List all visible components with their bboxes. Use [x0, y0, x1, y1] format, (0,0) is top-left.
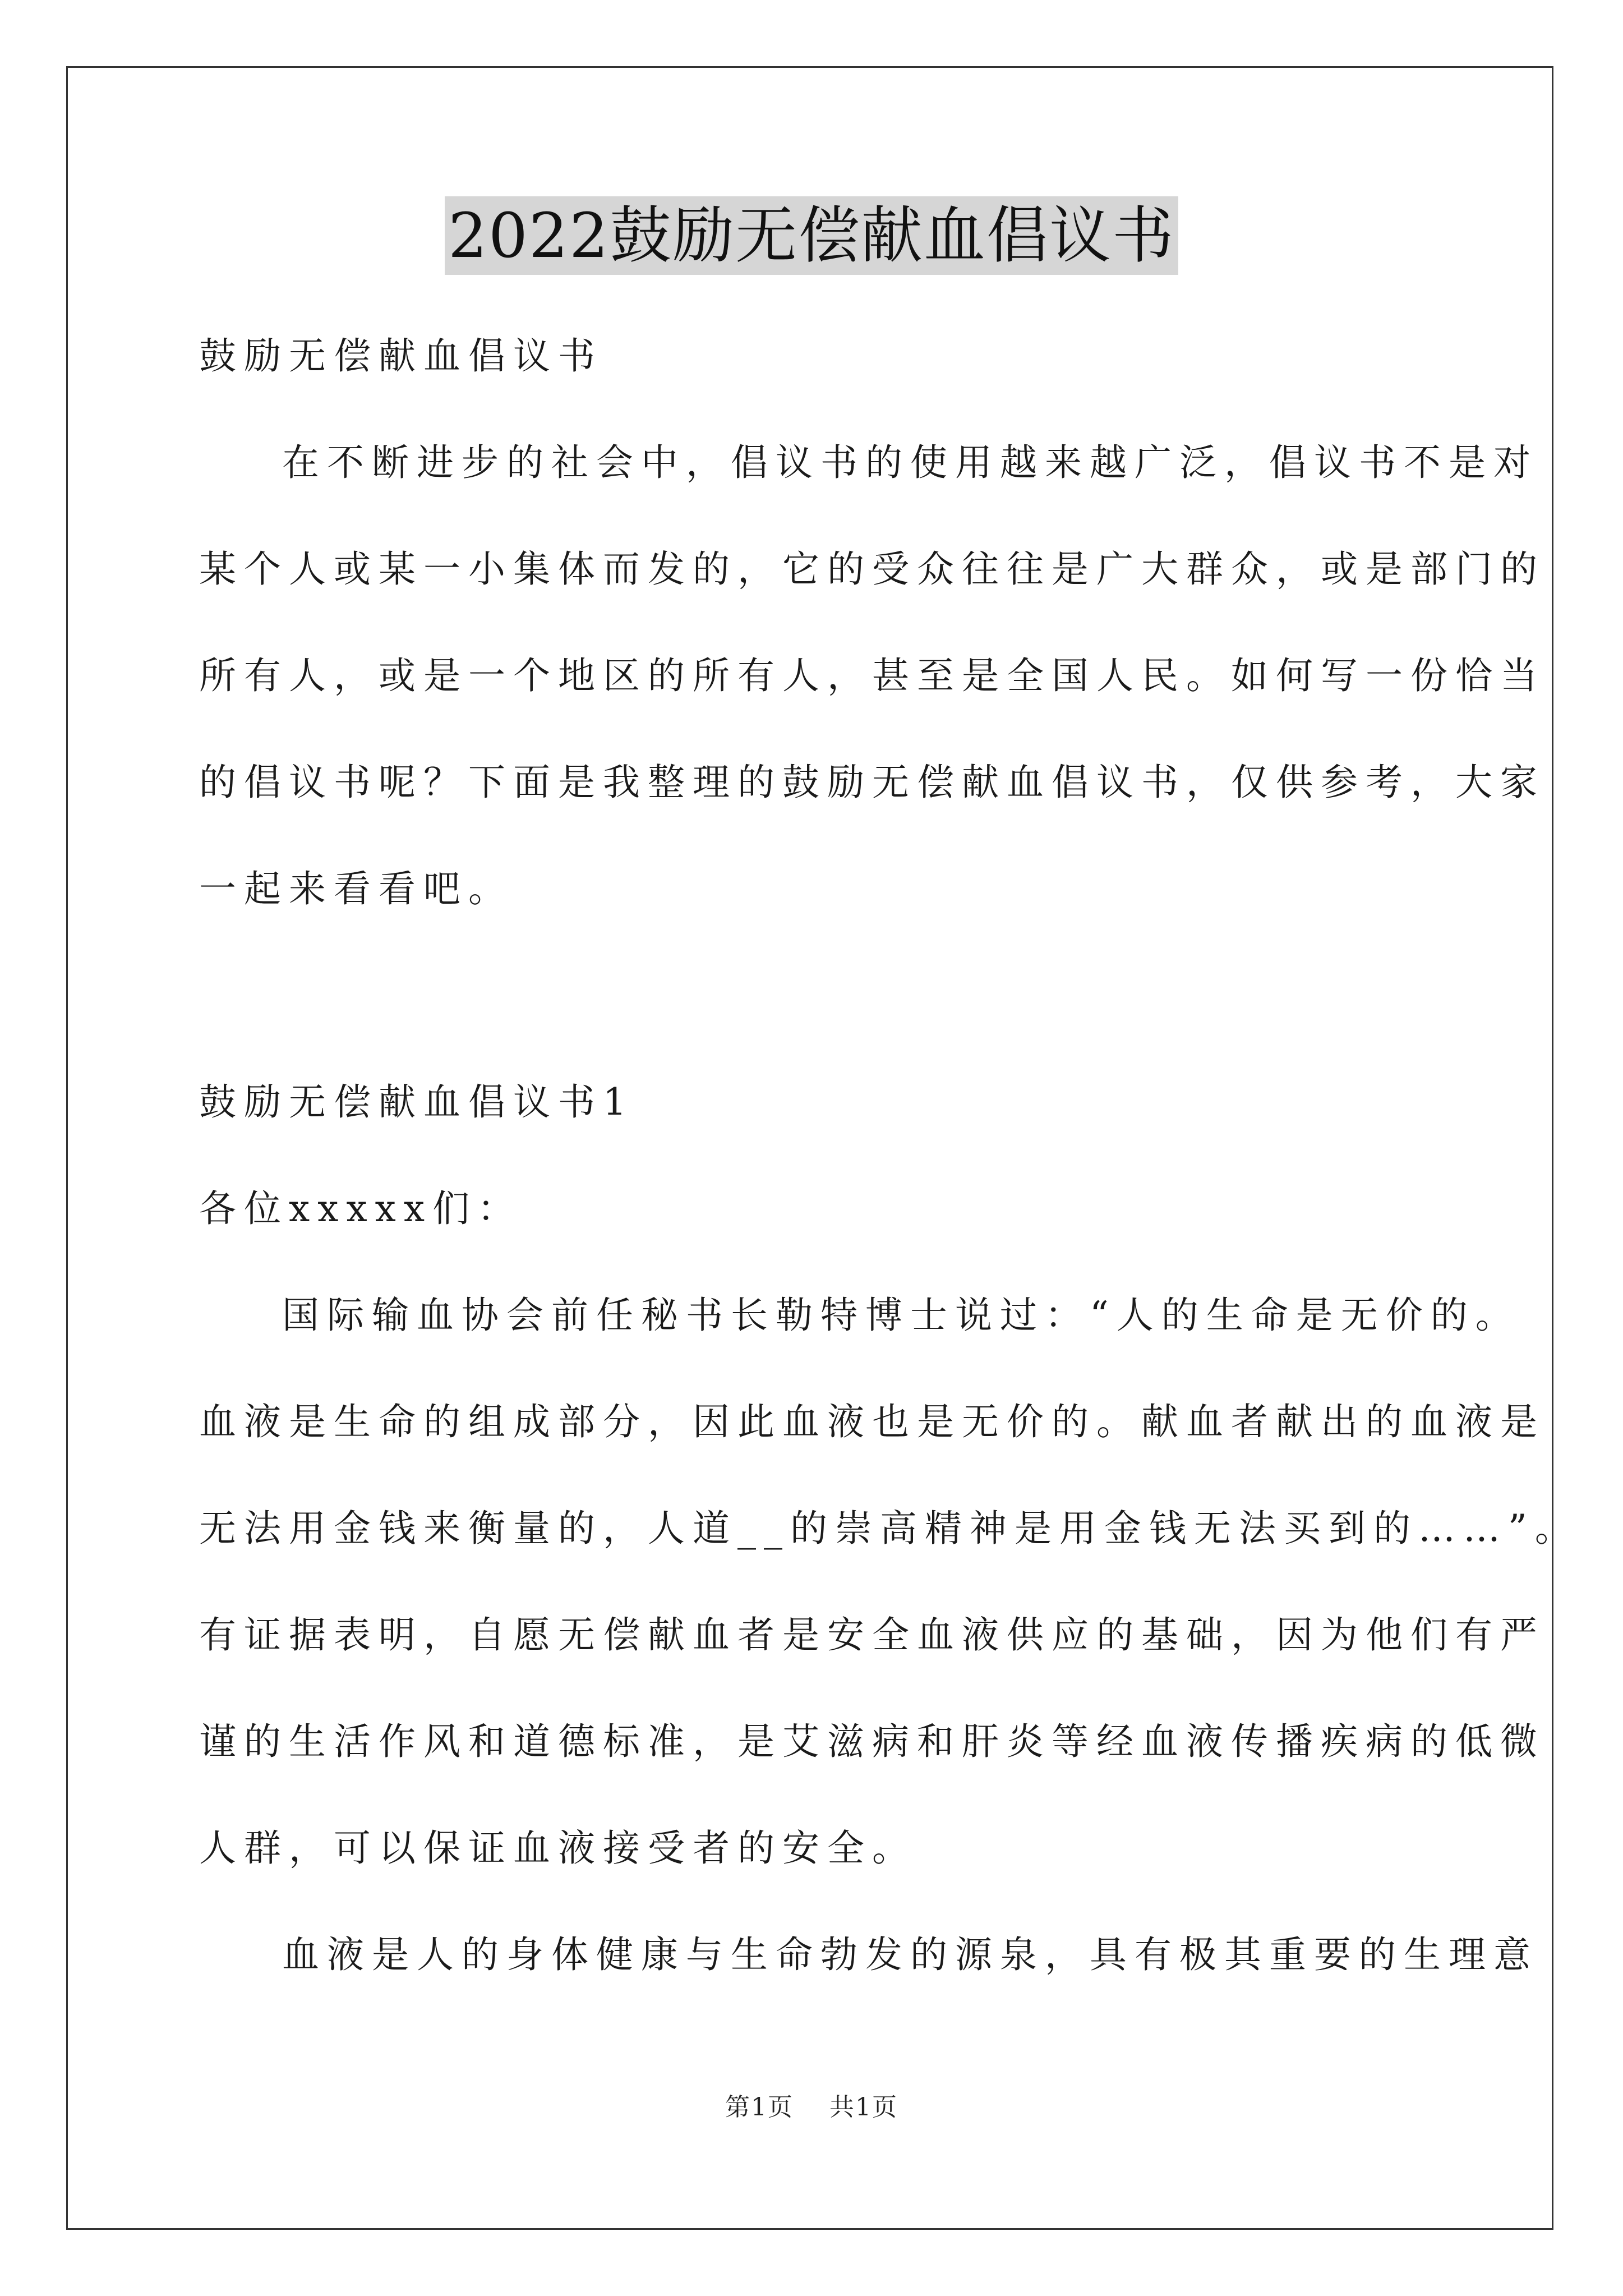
paragraph-line: 谨的生活作风和道德标准，是艾滋病和肝炎等经血液传播疾病的低微	[199, 1720, 1545, 1763]
paragraph-line: 血液是生命的组成部分，因此血液也是无价的。献血者献出的血液是	[199, 1400, 1545, 1443]
section-spacer	[199, 942, 1433, 1049]
paragraph-line: 国际输血协会前任秘书长勒特博士说过：“人的生命是无价的。	[282, 1294, 1520, 1337]
page-footer	[0, 2087, 1623, 2123]
salutation: 各位xxxxx们：	[199, 1187, 523, 1230]
intro-heading: 鼓励无偿献血倡议书	[199, 334, 603, 378]
intro-line: 某个人或某一小集体而发的，它的受众往往是广大群众，或是部门的	[199, 547, 1545, 591]
intro-line: 所有人，或是一个地区的所有人，甚至是全国人民。如何写一份恰当	[199, 654, 1545, 697]
paragraph-line: 血液是人的身体健康与生命勃发的源泉，具有极其重要的生理意	[282, 1933, 1538, 1976]
intro-line: 在不断进步的社会中，倡议书的使用越来越广泛，倡议书不是对	[282, 441, 1538, 484]
document-title: 2022鼓励无偿献血倡议书	[445, 196, 1178, 275]
page-total: 共1页	[829, 2093, 898, 2122]
section-heading: 鼓励无偿献血倡议书1	[199, 1080, 634, 1124]
page-number: 第1页	[725, 2093, 794, 2122]
intro-line: 的倡议书呢？下面是我整理的鼓励无偿献血倡议书，仅供参考，大家	[199, 761, 1545, 804]
paragraph-line: 无法用金钱来衡量的，人道__的崇高精神是用金钱无法买到的……”。	[199, 1507, 1580, 1550]
document-body	[199, 303, 1580, 2008]
intro-line: 一起来看看吧。	[199, 867, 513, 910]
paragraph-line: 人群，可以保证血液接受者的安全。	[199, 1826, 917, 1870]
paragraph-line: 有证据表明，自愿无偿献血者是安全血液供应的基础，因为他们有严	[199, 1613, 1545, 1657]
title-container	[0, 196, 1623, 275]
